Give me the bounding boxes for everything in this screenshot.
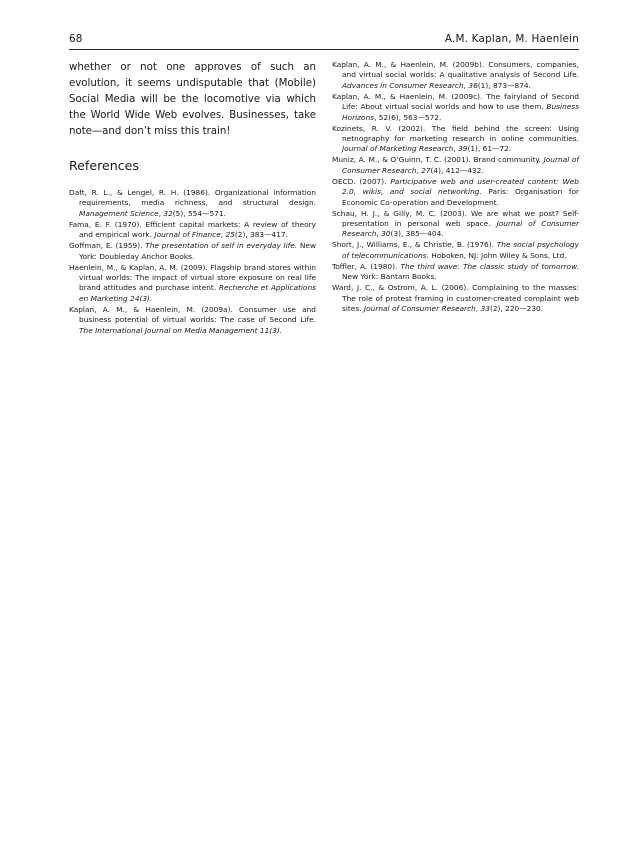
references-heading: References (69, 158, 139, 173)
reference-item: Short, J., Williams, E., & Christie, B. (1976). The social psychology of telecommunications. Hoboken, NJ: John Wiley & Sons, Ltd. (332, 240, 579, 260)
references-list-left (69, 188, 316, 336)
header-rule (69, 49, 579, 50)
reference-item: Kaplan, A. M., & Haenlein, M. (2009b). Consumers, companies, and virtual social worlds: A qualitative analysis of Second Life. Advances in Consumer Research, 36(1), 873—874. (332, 60, 579, 90)
reference-item: Schau, H. J., & Gilly, M. C. (2003). We are what we post? Self-presentation in personal web space. Journal of Consumer Research, 30(3), 385—404. (332, 208, 579, 239)
page-header (69, 33, 579, 49)
reference-item: Daft, R. L., & Lengel, R. H. (1986). Organizational information requirements, media richness, and structural design. Management Science, 32(5), 554—571. (69, 188, 316, 218)
references-list-right (332, 60, 579, 315)
running-head: A.M. Kaplan, M. Haenlein (444, 33, 579, 45)
reference-item: Toffler, A. (1980). The third wave: The classic study of tomorrow. New York: Bantam Books. (332, 261, 580, 282)
right-column (332, 60, 579, 315)
reference-item: Ward, J. C., & Ostrom, A. L. (2006). Complaining to the masses: The role of protest framing in customer-created complaint web sites. Journal of Consumer Research, 33(2), 220—230. (332, 283, 579, 314)
reference-item: Goffman, E. (1959). The presentation of self in everyday life. New York: Doubleday Anchor Books. (69, 241, 316, 261)
reference-item: Fama, E. F. (1970). Efficient capital markets: A review of theory and empirical work. Journal of Finance, 25(2), 383—417. (69, 219, 316, 240)
page-number: 68 (69, 33, 83, 45)
left-column (69, 60, 316, 337)
reference-item: Muniz, A. M., & O’Guinn, T. C. (2001). Brand community. Journal of Consumer Research, 27(4), 412—432. (332, 155, 579, 175)
closing-paragraph: whether or not one approves of such an evolution, it seems undisputable that (Mobile) Social Media will be the locomotive via which the World Wide Web evolves. Businesses, take note—and don’t miss this train! (69, 62, 316, 137)
reference-item: Kaplan, A. M., & Haenlein, M. (2009a). Consumer use and business potential of virtual worlds: The case of Second Life. The International Journal on Media Management 11(3). (69, 304, 316, 335)
reference-item: Kozinets, R. V. (2002). The field behind the screen: Using netnography for marketing research in online communities. Journal of Marketing Research, 39(1), 61—72. (332, 123, 579, 154)
reference-item: Kaplan, A. M., & Haenlein, M. (2009c). The fairyland of Second Life: About virtual social worlds and how to use them. Business Horizons, 52(6), 563—572. (332, 91, 579, 122)
reference-item: OECD. (2007). Participative web and user-created content: Web 2.0, wikis, and social networking. Paris: Organisation for Economic Co-operation and Development. (332, 176, 580, 207)
reference-item: Haenlein, M., & Kaplan, A. M. (2009). Flagship brand stores within virtual worlds: The impact of virtual store exposure on real life brand attitudes and purchase intent. Recherche et Applications en Marketing 24(3). (69, 262, 316, 303)
